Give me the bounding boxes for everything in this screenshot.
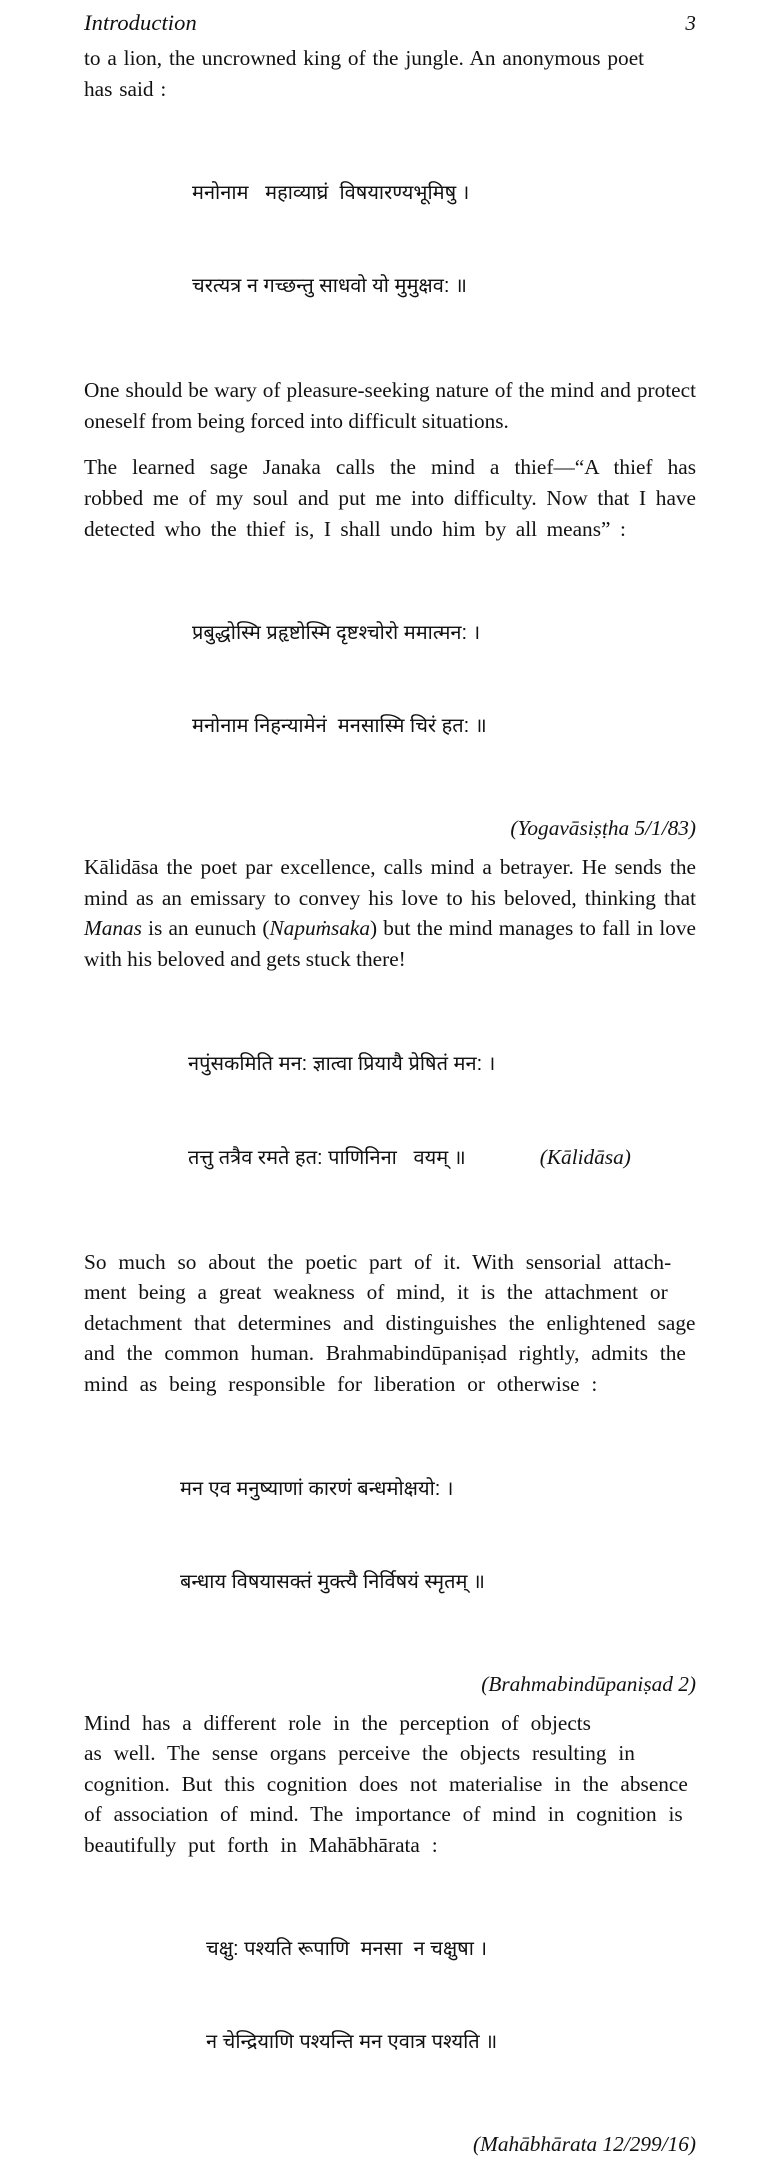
paragraph-line: ment being a great weakness of mind, it is the attachment or [84, 1280, 668, 1305]
italic-napumsaka: Napuṁsaka [269, 916, 371, 941]
verse-line: न चेन्द्रियाणि पश्यन्ति मन एवात्र पश्यति ॥ [206, 2031, 498, 2054]
sanskrit-verse [84, 116, 696, 364]
citation-brahmabindupanisad: (Brahmabindūpaniṣad 2) [481, 1671, 696, 1696]
paragraph-wary: One should be wary of pleasure-seeking nature of the mind and protect oneself from being forced into difficult situations. [84, 378, 696, 433]
verse-line: तत्तु तत्रैव रमते हत: पाणिनिना वयम् ॥ [188, 1146, 466, 1169]
paragraph-text: ) but the mind manages to fall in love with his beloved and gets stuck there! [84, 916, 696, 971]
citation-yogavasistha: (Yogavāsiṣṭha 5/1/83) [510, 816, 696, 841]
verse-line: मन एव मनुष्याणां कारणं बन्धमोक्षयो: । [180, 1477, 454, 1500]
paragraph-continuation [84, 43, 696, 104]
italic-manas: Manas [84, 916, 142, 941]
running-head-title: Introduction [84, 10, 197, 35]
paragraph-text: Kālidāsa the poet par excellence, calls mind a betrayer. He sends the mind as an emissary to convey his love to his beloved, thinking that [84, 855, 696, 910]
sanskrit-verse [84, 1872, 696, 2120]
sanskrit-verse [84, 1412, 696, 1660]
paragraph-perception [84, 1708, 696, 1861]
verse-line: चरत्यत्र न गच्छन्तु साधवो यो मुमुक्षव: ॥ [192, 275, 467, 298]
paragraph-line: mind as being responsible for liberation or otherwise : [84, 1371, 598, 1396]
paragraph-line: as well. The sense organs perceive the objects resulting in [84, 1741, 635, 1766]
paragraph-line: Mind has a different role in the perception of objects [84, 1710, 591, 1735]
verse-line-with-attribution [188, 1142, 696, 1174]
paragraph-text: is an eunuch ( [141, 916, 270, 941]
page-content [84, 43, 696, 2159]
paragraph-line: to a lion, the uncrowned king of the jungle. An anonymous poet [84, 46, 645, 70]
page-number: 3 [685, 11, 696, 35]
verse-line: चक्षु: पश्यति रूपाणि मनसा न चक्षुषा । [206, 1938, 488, 1961]
paragraph-line: cognition. But this cognition does not materialise in the absence [84, 1771, 688, 1796]
verse-line: बन्धाय विषयासक्तं मुक्त्यै निर्विषयं स्मृतम् ॥ [180, 1570, 486, 1593]
paragraph-line: So much so about the poetic part of it. With sensorial attach- [84, 1249, 672, 1274]
paragraph-line: and the common human. Brahmabindūpaniṣad rightly, admits the [84, 1341, 686, 1366]
verse-line: मनोनाम निहन्यामेनं मनसास्मि चिरं हत: ॥ [192, 715, 487, 738]
verse-line: मनोनाम महाव्याघ्रं विषयारण्यभूमिषु । [192, 182, 470, 205]
sanskrit-verse [84, 987, 696, 1236]
paragraph-line: of association of mind. The importance of mind in cognition is [84, 1802, 683, 1827]
citation-mahabharata: (Mahābhārata 12/299/16) [472, 2132, 696, 2157]
paragraph-line: beautifully put forth in Mahābhārata : [84, 1832, 438, 1857]
attribution-kalidasa: (Kālidāsa) [539, 1144, 631, 1169]
running-head [84, 10, 696, 36]
verse-line: प्रबुद्धोस्मि प्रहृष्टोस्मि दृष्टश्चोरो ममात्मन: । [192, 622, 481, 645]
paragraph-line: has said : [84, 76, 167, 101]
verse-line: नपुंसकमिति मन: ज्ञात्वा प्रियायै प्रेषितं मन: । [188, 1052, 496, 1075]
paragraph-line: detachment that determines and distinguishes the enlightened sage [84, 1310, 696, 1335]
paragraph-janaka: The learned sage Janaka calls the mind a thief—“A thief has robbed me of my soul and put me into difficulty. Now that I have detected who the thief is, I shall undo him by all means” : [84, 455, 696, 541]
paragraph-kalidasa [84, 852, 696, 974]
paragraph-brahmabindu [84, 1247, 696, 1400]
sanskrit-verse [84, 556, 696, 804]
